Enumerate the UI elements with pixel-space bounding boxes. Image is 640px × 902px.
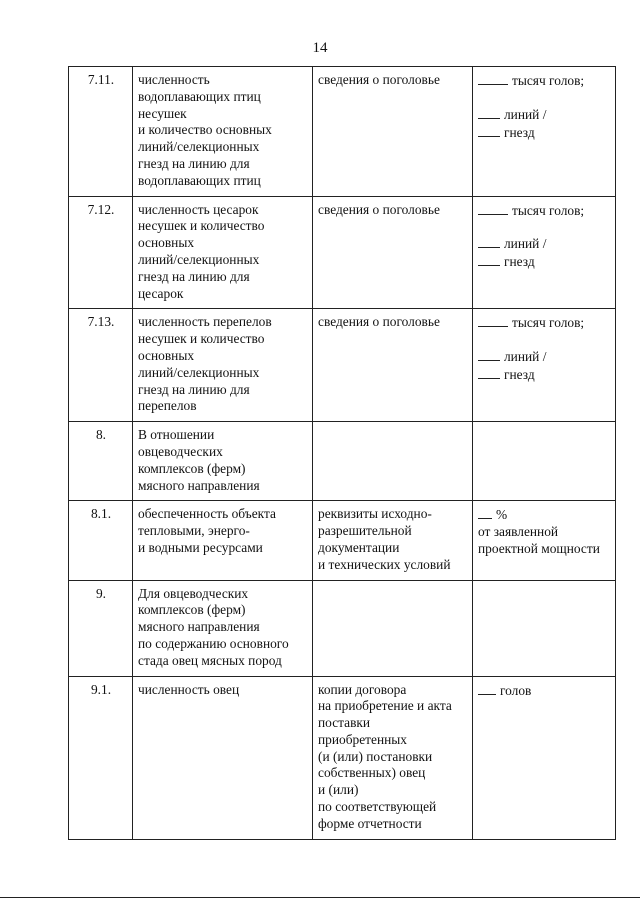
table-row <box>69 67 616 197</box>
unit-text: от заявленной <box>478 524 559 540</box>
indicator-line: численность <box>138 72 210 87</box>
indicator-cell <box>133 580 313 676</box>
indicator-cell <box>133 196 313 309</box>
document-cell <box>313 676 473 839</box>
table-row <box>69 580 616 676</box>
indicator-line: комплексов (ферм) <box>138 602 246 618</box>
unit-cell <box>473 676 616 839</box>
unit-cell <box>473 309 616 422</box>
indicator-line: несушек и количество <box>138 218 265 234</box>
indicator-line: основных <box>138 347 195 363</box>
row-number: 8. <box>69 422 133 501</box>
indicator-cell <box>133 422 313 501</box>
document-line: (и (или) постановки <box>318 748 433 764</box>
row-number: 9.1. <box>69 676 133 839</box>
indicator-line: цесарок <box>138 285 184 301</box>
indicator-line: стада овец мясных пород <box>138 652 282 668</box>
indicator-cell <box>133 501 313 580</box>
unit-text: гнезд <box>504 124 535 140</box>
document-line: на приобретение и акта <box>318 698 452 714</box>
document-line: разрешительной <box>318 523 412 539</box>
requirements-table <box>68 66 616 840</box>
unit-cell <box>473 501 616 580</box>
fill-in-blank <box>478 253 500 266</box>
indicator-line: и количество основных <box>138 122 272 138</box>
document-line: поставки <box>318 715 371 731</box>
indicator-line: водоплавающих птиц <box>138 88 261 104</box>
document-cell <box>313 67 473 197</box>
document-line: и (или) <box>318 782 359 798</box>
document-line: копии договора <box>318 681 407 697</box>
indicator-cell <box>133 67 313 197</box>
indicator-line: водоплавающих птиц <box>138 172 261 188</box>
row-number: 7.13. <box>69 309 133 422</box>
document-cell <box>313 196 473 309</box>
indicator-line: численность цесарок <box>138 201 259 217</box>
fill-in-blank <box>478 506 492 519</box>
table-row <box>69 676 616 839</box>
indicator-line: перепелов <box>138 398 197 414</box>
unit-cell <box>473 580 616 676</box>
document-line: форме отчетности <box>318 815 422 831</box>
page-number: 14 <box>312 40 328 56</box>
fill-in-blank <box>478 682 496 695</box>
indicator-line: гнезд на линию для <box>138 381 250 397</box>
indicator-cell <box>133 676 313 839</box>
bottom-rule <box>0 897 640 898</box>
table-row <box>69 422 616 501</box>
indicator-line: линий/селекционных <box>138 251 260 267</box>
row-number: 7.12. <box>69 196 133 309</box>
document-line: реквизиты исходно- <box>318 506 432 522</box>
unit-text: линий / <box>504 106 547 122</box>
fill-in-blank <box>478 72 508 85</box>
fill-in-blank <box>478 202 508 215</box>
unit-text: линий / <box>504 349 547 365</box>
unit-text: голов <box>500 682 532 698</box>
row-number: 8.1. <box>69 501 133 580</box>
document-cell <box>313 501 473 580</box>
indicator-line: численность овец <box>138 681 240 697</box>
indicator-line: и водными ресурсами <box>138 539 263 555</box>
document-line: сведения о поголовье <box>318 72 440 87</box>
unit-cell <box>473 422 616 501</box>
table-row <box>69 501 616 580</box>
unit-text: тысяч голов; <box>512 73 585 88</box>
document-line: и технических условий <box>318 556 451 572</box>
document-cell <box>313 309 473 422</box>
indicator-line: В отношении <box>138 427 215 443</box>
indicator-line: линий/селекционных <box>138 364 260 380</box>
unit-cell <box>473 196 616 309</box>
indicator-line: по содержанию основного <box>138 635 289 651</box>
row-number: 7.11. <box>69 67 133 197</box>
document-line: сведения о поголовье <box>318 201 440 217</box>
indicator-line: несушек <box>138 105 187 121</box>
unit-cell <box>473 67 616 197</box>
document-cell <box>313 422 473 501</box>
unit-text: тысяч голов; <box>512 315 585 331</box>
indicator-line: мясного направления <box>138 477 260 493</box>
table-row <box>69 196 616 309</box>
document-line: сведения о поголовье <box>318 314 440 330</box>
indicator-line: обеспеченность объекта <box>138 506 276 522</box>
fill-in-blank <box>478 106 500 119</box>
document-line: по соответствующей <box>318 799 437 815</box>
indicator-line: численность перепелов <box>138 314 272 330</box>
indicator-line: гнезд на линию для <box>138 268 250 284</box>
indicator-cell <box>133 309 313 422</box>
unit-text: % <box>496 507 508 523</box>
indicator-line: несушек и количество <box>138 331 265 347</box>
fill-in-blank <box>478 124 500 137</box>
fill-in-blank <box>478 366 500 379</box>
document-line: приобретенных <box>318 731 407 747</box>
indicator-line: мясного направления <box>138 619 260 635</box>
document-cell <box>313 580 473 676</box>
document-line: собственных) овец <box>318 765 426 781</box>
fill-in-blank <box>478 314 508 327</box>
unit-text: проектной мощности <box>478 540 600 556</box>
indicator-line: комплексов (ферм) <box>138 460 246 476</box>
document-line: документации <box>318 539 400 555</box>
fill-in-blank <box>478 348 500 361</box>
unit-text: линий / <box>504 236 547 252</box>
indicator-line: гнезд на линию для <box>138 155 250 171</box>
row-number: 9. <box>69 580 133 676</box>
indicator-line: линий/селекционных <box>138 139 260 155</box>
indicator-line: овцеводческих <box>138 443 223 459</box>
fill-in-blank <box>478 235 500 248</box>
unit-text: гнезд <box>504 254 535 270</box>
indicator-line: основных <box>138 235 195 251</box>
table-row <box>69 309 616 422</box>
unit-text: тысяч голов; <box>512 202 585 218</box>
indicator-line: Для овцеводческих <box>138 585 249 601</box>
indicator-line: тепловыми, энерго- <box>138 523 250 539</box>
unit-text: гнезд <box>504 366 535 382</box>
